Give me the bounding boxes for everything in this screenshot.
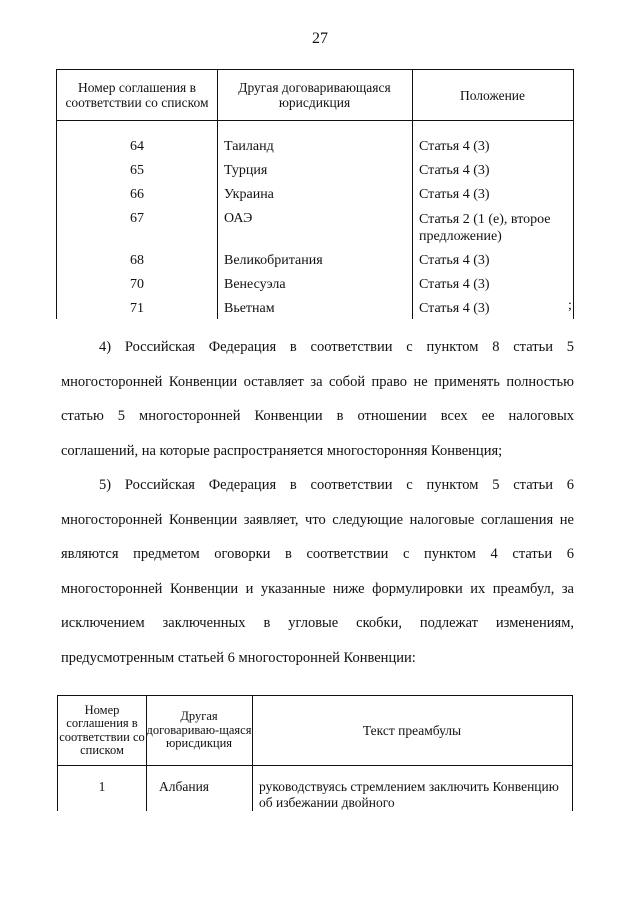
paragraph-5 xyxy=(61,468,574,675)
provision: Статья 4 (3) xyxy=(419,277,490,292)
agreement-number: 64 xyxy=(130,139,144,154)
paragraph-line: 5) Российская Федерация в соответствии с пунктом 5 статьи 6 xyxy=(99,477,574,493)
agreement-number: 71 xyxy=(130,301,144,316)
paragraph-line: статью 5 многосторонней Конвенции в отношении всех ее налоговых xyxy=(61,408,574,424)
paragraph-line: являются предметом оговорки в соответствии с пунктом 4 статьи 6 xyxy=(61,546,574,562)
jurisdiction: Вьетнам xyxy=(224,301,275,316)
agreement-number: 1 xyxy=(98,779,106,794)
provision: Статья 4 (3) xyxy=(419,253,490,268)
page-number: 27 xyxy=(312,30,328,47)
paragraph-line: многосторонней Конвенции оставляет за собой право не применять полностью xyxy=(61,373,574,390)
column-divider xyxy=(146,696,147,811)
paragraph-4 xyxy=(61,330,574,468)
provisions-table-header xyxy=(57,69,573,121)
agreement-number: 67 xyxy=(130,211,144,226)
jurisdiction: Турция xyxy=(224,163,268,178)
paragraph-line: соглашений, на которые распространяется многосторонняя Конвенция; xyxy=(61,442,503,459)
agreement-number: 68 xyxy=(130,253,144,268)
preamble-table xyxy=(57,695,573,811)
paragraph-line: 4) Российская Федерация в соответствии с пунктом 8 статьи 5 xyxy=(99,339,574,355)
agreement-number: 66 xyxy=(130,187,144,202)
provision: Статья 2 (1 (е), второе предложение) xyxy=(419,212,551,244)
header-preamble-text: Текст преамбулы xyxy=(362,722,462,738)
header-agreement-number: Номер соглашения в соответствии со списком xyxy=(65,80,209,110)
header-jurisdiction: Другая договариваю-щаяся юрисдикция xyxy=(146,709,252,751)
paragraph-line: предусмотренным статьей 6 многосторонней Конвенции: xyxy=(61,649,416,666)
column-divider xyxy=(252,696,253,811)
paragraph-line: многосторонней Конвенции заявляет, что следующие налоговые соглашения не xyxy=(61,511,574,528)
provision: Статья 4 (3) xyxy=(419,187,490,202)
jurisdiction: Албания xyxy=(159,779,210,794)
jurisdiction: Таиланд xyxy=(224,139,274,154)
jurisdiction: Великобритания xyxy=(224,253,323,268)
provision: Статья 4 (3) xyxy=(419,163,490,178)
trailing-semicolon: ; xyxy=(568,298,572,313)
agreement-number: 70 xyxy=(130,277,144,292)
header-provision: Положение xyxy=(459,87,526,103)
column-divider xyxy=(412,69,413,319)
jurisdiction: Венесуэла xyxy=(224,277,286,292)
agreement-number: 65 xyxy=(130,163,144,178)
header-divider xyxy=(58,765,572,766)
provision: Статья 4 (3) xyxy=(419,301,490,316)
header-agreement-number: Номер соглашения в соответствии со списком xyxy=(59,702,145,757)
preamble-text: руководствуясь стремлением заключить Конвенцию об избежании двойного xyxy=(259,779,559,810)
provisions-table xyxy=(56,69,574,319)
jurisdiction: Украина xyxy=(224,187,274,202)
column-divider xyxy=(217,69,218,319)
paragraph-line: многосторонней Конвенции и указанные ниже формулировки их преамбул, за xyxy=(61,580,574,597)
jurisdiction: ОАЭ xyxy=(224,211,253,226)
provision: Статья 4 (3) xyxy=(419,139,490,154)
paragraph-line: исключением заключенных в угловые скобки, подлежат изменениям, xyxy=(61,615,574,631)
header-jurisdiction: Другая договаривающаяся юрисдикция xyxy=(238,80,391,110)
